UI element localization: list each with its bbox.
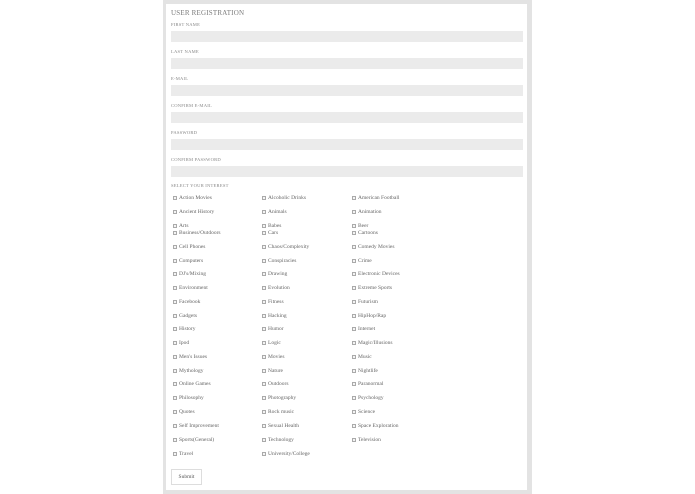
interest-checkbox[interactable]: [352, 327, 356, 331]
interest-option[interactable]: [262, 194, 306, 202]
interest-option-label: Magic/Illusions: [358, 340, 393, 346]
interest-option-label: Extreme Sports: [358, 285, 393, 291]
interest-option-label: Mythology: [179, 368, 204, 374]
interest-checkbox[interactable]: [262, 245, 266, 249]
interest-option[interactable]: [262, 257, 296, 265]
interest-option-label: Ipod: [179, 340, 190, 346]
interest-option-label: Futurism: [358, 299, 378, 305]
interest-option[interactable]: [352, 394, 384, 402]
interest-option[interactable]: [262, 298, 284, 306]
interest-option[interactable]: [173, 243, 205, 251]
interest-checkbox[interactable]: [173, 210, 177, 214]
password-input[interactable]: [171, 139, 523, 150]
interest-checkbox[interactable]: [352, 210, 356, 214]
interest-option[interactable]: [262, 367, 283, 375]
interest-option-label: DJ's/Mixing: [179, 271, 206, 277]
interest-option-label: Animals: [268, 209, 287, 215]
interest-option[interactable]: [352, 436, 381, 444]
interest-option-label: Men's Issues: [179, 354, 208, 360]
interest-checkbox[interactable]: [173, 369, 177, 373]
interest-option-label: Babes: [268, 223, 282, 229]
interest-option[interactable]: [262, 243, 309, 251]
interest-checkbox[interactable]: [262, 231, 266, 235]
interest-checkbox[interactable]: [352, 410, 356, 414]
interest-option[interactable]: [352, 325, 375, 333]
confirm-email-input[interactable]: [171, 112, 523, 123]
interest-checkbox[interactable]: [173, 341, 177, 345]
interest-checkbox[interactable]: [352, 396, 356, 400]
interest-checkbox[interactable]: [262, 210, 266, 214]
interest-checkbox[interactable]: [173, 327, 177, 331]
interest-option[interactable]: [352, 257, 372, 265]
form-title: USER REGISTRATION: [171, 9, 245, 17]
interest-checkbox[interactable]: [173, 424, 177, 428]
interest-checkbox[interactable]: [173, 355, 177, 359]
interest-checkbox[interactable]: [262, 424, 266, 428]
interest-option[interactable]: [262, 229, 278, 237]
interest-checkbox[interactable]: [352, 355, 356, 359]
interest-option-label: Comedy Movies: [358, 244, 395, 250]
interest-option-label: Hacking: [268, 313, 287, 319]
interest-checkbox[interactable]: [173, 259, 177, 263]
interest-option-label: University/College: [268, 451, 310, 457]
interest-option-label: Travel: [179, 451, 194, 457]
email-label: E-MAIL: [171, 76, 189, 81]
interest-option-label: Technology: [268, 437, 294, 443]
interest-checkbox[interactable]: [262, 259, 266, 263]
interest-option-label: American Football: [358, 195, 400, 201]
interest-option-label: Philosophy: [179, 395, 204, 401]
interest-option[interactable]: [173, 208, 214, 216]
registration-card: [166, 4, 527, 490]
interest-option[interactable]: [262, 325, 284, 333]
interest-checkbox[interactable]: [262, 272, 266, 276]
interest-checkbox[interactable]: [352, 424, 356, 428]
interest-option-label: Cartoons: [358, 230, 378, 236]
interest-option[interactable]: [262, 270, 287, 278]
interest-option[interactable]: [352, 422, 398, 430]
interest-option[interactable]: [352, 229, 378, 237]
interest-option-label: Crime: [358, 258, 372, 264]
interest-option[interactable]: [173, 422, 219, 430]
interest-option[interactable]: [352, 353, 372, 361]
interest-option-label: Space Exploration: [358, 423, 399, 429]
interest-checkbox[interactable]: [173, 452, 177, 456]
interest-option[interactable]: [262, 380, 288, 388]
interest-option-label: Sports(General): [179, 437, 215, 443]
interest-checkbox[interactable]: [352, 314, 356, 318]
interest-option-label: Gadgets: [179, 313, 198, 319]
interest-option-label: Beer: [358, 223, 369, 229]
interest-checkbox[interactable]: [262, 327, 266, 331]
interest-checkbox[interactable]: [352, 224, 356, 228]
interest-checkbox[interactable]: [262, 300, 266, 304]
interest-checkbox[interactable]: [352, 259, 356, 263]
interest-option[interactable]: [352, 298, 378, 306]
interest-option-label: Conspiracies: [268, 258, 297, 264]
interest-checkbox[interactable]: [173, 272, 177, 276]
interest-option[interactable]: [262, 408, 294, 416]
interest-checkbox[interactable]: [352, 438, 356, 442]
interest-option[interactable]: [173, 408, 195, 416]
interest-option[interactable]: [262, 284, 290, 292]
interest-checkbox[interactable]: [352, 382, 356, 386]
interest-checkbox[interactable]: [173, 410, 177, 414]
interest-option[interactable]: [173, 450, 193, 458]
interest-checkbox[interactable]: [262, 382, 266, 386]
interest-checkbox[interactable]: [262, 396, 266, 400]
interest-checkbox[interactable]: [262, 341, 266, 345]
interest-option[interactable]: [173, 270, 206, 278]
interest-option[interactable]: [262, 208, 287, 216]
interest-checkbox[interactable]: [352, 341, 356, 345]
interest-checkbox[interactable]: [262, 452, 266, 456]
interest-option[interactable]: [262, 422, 299, 430]
interest-option-label: Action Movies: [179, 195, 212, 201]
confirm-password-input[interactable]: [171, 166, 523, 177]
interest-option[interactable]: [173, 312, 197, 320]
interest-option[interactable]: [262, 436, 294, 444]
interest-checkbox[interactable]: [352, 286, 356, 290]
interest-checkbox[interactable]: [262, 224, 266, 228]
interest-option[interactable]: [262, 353, 285, 361]
interest-checkbox[interactable]: [262, 314, 266, 318]
interest-checkbox[interactable]: [262, 410, 266, 414]
interest-option-label: Cars: [268, 230, 279, 236]
interest-checkbox[interactable]: [173, 314, 177, 318]
interest-option[interactable]: [173, 298, 200, 306]
interest-option[interactable]: [352, 408, 375, 416]
interest-option[interactable]: [352, 312, 386, 320]
interest-option-label: Online Games: [179, 381, 211, 387]
interest-option[interactable]: [262, 339, 281, 347]
interest-option-label: Nature: [268, 368, 283, 374]
interest-checkbox[interactable]: [262, 438, 266, 442]
interest-checkbox[interactable]: [352, 369, 356, 373]
interest-option-label: Drawing: [268, 271, 288, 277]
interest-checkbox[interactable]: [173, 196, 177, 200]
interest-option-label: Photography: [268, 395, 297, 401]
interest-option[interactable]: [352, 284, 392, 292]
interest-checkbox[interactable]: [352, 272, 356, 276]
interest-option-label: Fitness: [268, 299, 284, 305]
interest-option[interactable]: [352, 380, 383, 388]
interest-option[interactable]: [173, 353, 207, 361]
password-label: PASSWORD: [171, 130, 198, 135]
interest-option[interactable]: [173, 325, 196, 333]
interest-checkbox[interactable]: [352, 245, 356, 249]
interest-option[interactable]: [173, 339, 189, 347]
interest-option[interactable]: [173, 380, 211, 388]
interest-option-label: Animation: [358, 209, 382, 215]
interest-checkbox[interactable]: [262, 286, 266, 290]
interest-checkbox[interactable]: [352, 196, 356, 200]
interest-checkbox[interactable]: [173, 300, 177, 304]
interest-checkbox[interactable]: [262, 355, 266, 359]
last-name-label: LAST NAME: [171, 49, 199, 54]
interest-option[interactable]: [262, 394, 296, 402]
last-name-input[interactable]: [171, 58, 523, 69]
interest-option-label: Television: [358, 437, 381, 443]
interest-section-label: SELECT YOUR INTEREST: [171, 183, 229, 188]
interest-option[interactable]: [352, 194, 399, 202]
interest-option-label: Computers: [179, 258, 204, 264]
interest-option-label: History: [179, 326, 196, 332]
interest-checkbox[interactable]: [173, 438, 177, 442]
interest-option-label: Science: [358, 409, 376, 415]
confirm-email-label: CONFIRM E-MAIL: [171, 103, 212, 108]
interest-option-label: Humor: [268, 326, 284, 332]
interest-checkbox[interactable]: [173, 396, 177, 400]
interest-option-label: Quotes: [179, 409, 195, 415]
interest-option-label: Rock music: [268, 409, 295, 415]
interest-option-label: Sexual Health: [268, 423, 300, 429]
interest-option[interactable]: [173, 394, 204, 402]
interest-checkbox[interactable]: [173, 382, 177, 386]
interest-option[interactable]: [352, 243, 395, 251]
interest-checkbox[interactable]: [352, 231, 356, 235]
interest-option-label: Facebook: [179, 299, 201, 305]
interest-option-label: Cell Phones: [179, 244, 206, 250]
interest-option[interactable]: [173, 229, 221, 237]
interest-option[interactable]: [352, 270, 400, 278]
first-name-label: FIRST NAME: [171, 22, 201, 27]
interest-option[interactable]: [173, 284, 208, 292]
interest-option[interactable]: [352, 367, 378, 375]
interest-option-label: Electronic Devices: [358, 271, 400, 277]
interest-checkbox[interactable]: [173, 286, 177, 290]
interest-option-label: Arts: [179, 223, 189, 229]
interest-option-label: Outdoors: [268, 381, 289, 387]
interest-option-label: Business/Outdoors: [179, 230, 221, 236]
interest-checkbox[interactable]: [352, 300, 356, 304]
interest-option-label: Evolution: [268, 285, 290, 291]
interest-option-label: Self Improvement: [179, 423, 219, 429]
first-name-input[interactable]: [171, 31, 523, 42]
interest-checkbox[interactable]: [173, 224, 177, 228]
interest-option-label: Movies: [268, 354, 285, 360]
interest-option-label: Logic: [268, 340, 281, 346]
interest-option[interactable]: [262, 450, 310, 458]
interest-option-label: Alcoholic Drinks: [268, 195, 307, 201]
interest-option-label: Psychology: [358, 395, 384, 401]
interest-option[interactable]: [173, 436, 214, 444]
email-input[interactable]: [171, 85, 523, 96]
interest-checkbox[interactable]: [173, 245, 177, 249]
interest-checkbox[interactable]: [173, 231, 177, 235]
interest-option-label: Environment: [179, 285, 208, 291]
interest-checkbox[interactable]: [262, 196, 266, 200]
interest-option[interactable]: [173, 194, 212, 202]
interest-option[interactable]: [173, 257, 203, 265]
interest-option-label: HipHop/Rap: [358, 313, 387, 319]
interest-option-label: Chaos/Complexity: [268, 244, 310, 250]
interest-option[interactable]: [262, 312, 287, 320]
submit-button[interactable]: Submit: [171, 469, 202, 485]
confirm-password-label: CONFIRM PASSWORD: [171, 157, 221, 162]
interest-option[interactable]: [352, 208, 382, 216]
interest-option[interactable]: [173, 367, 203, 375]
interest-option-label: Music: [358, 354, 372, 360]
interest-checkbox[interactable]: [262, 369, 266, 373]
interest-option-label: Nightlife: [358, 368, 378, 374]
interest-option-label: Paranormal: [358, 381, 384, 387]
interest-option-label: Ancient History: [179, 209, 215, 215]
interest-option[interactable]: [352, 339, 393, 347]
interest-option-label: Internet: [358, 326, 376, 332]
